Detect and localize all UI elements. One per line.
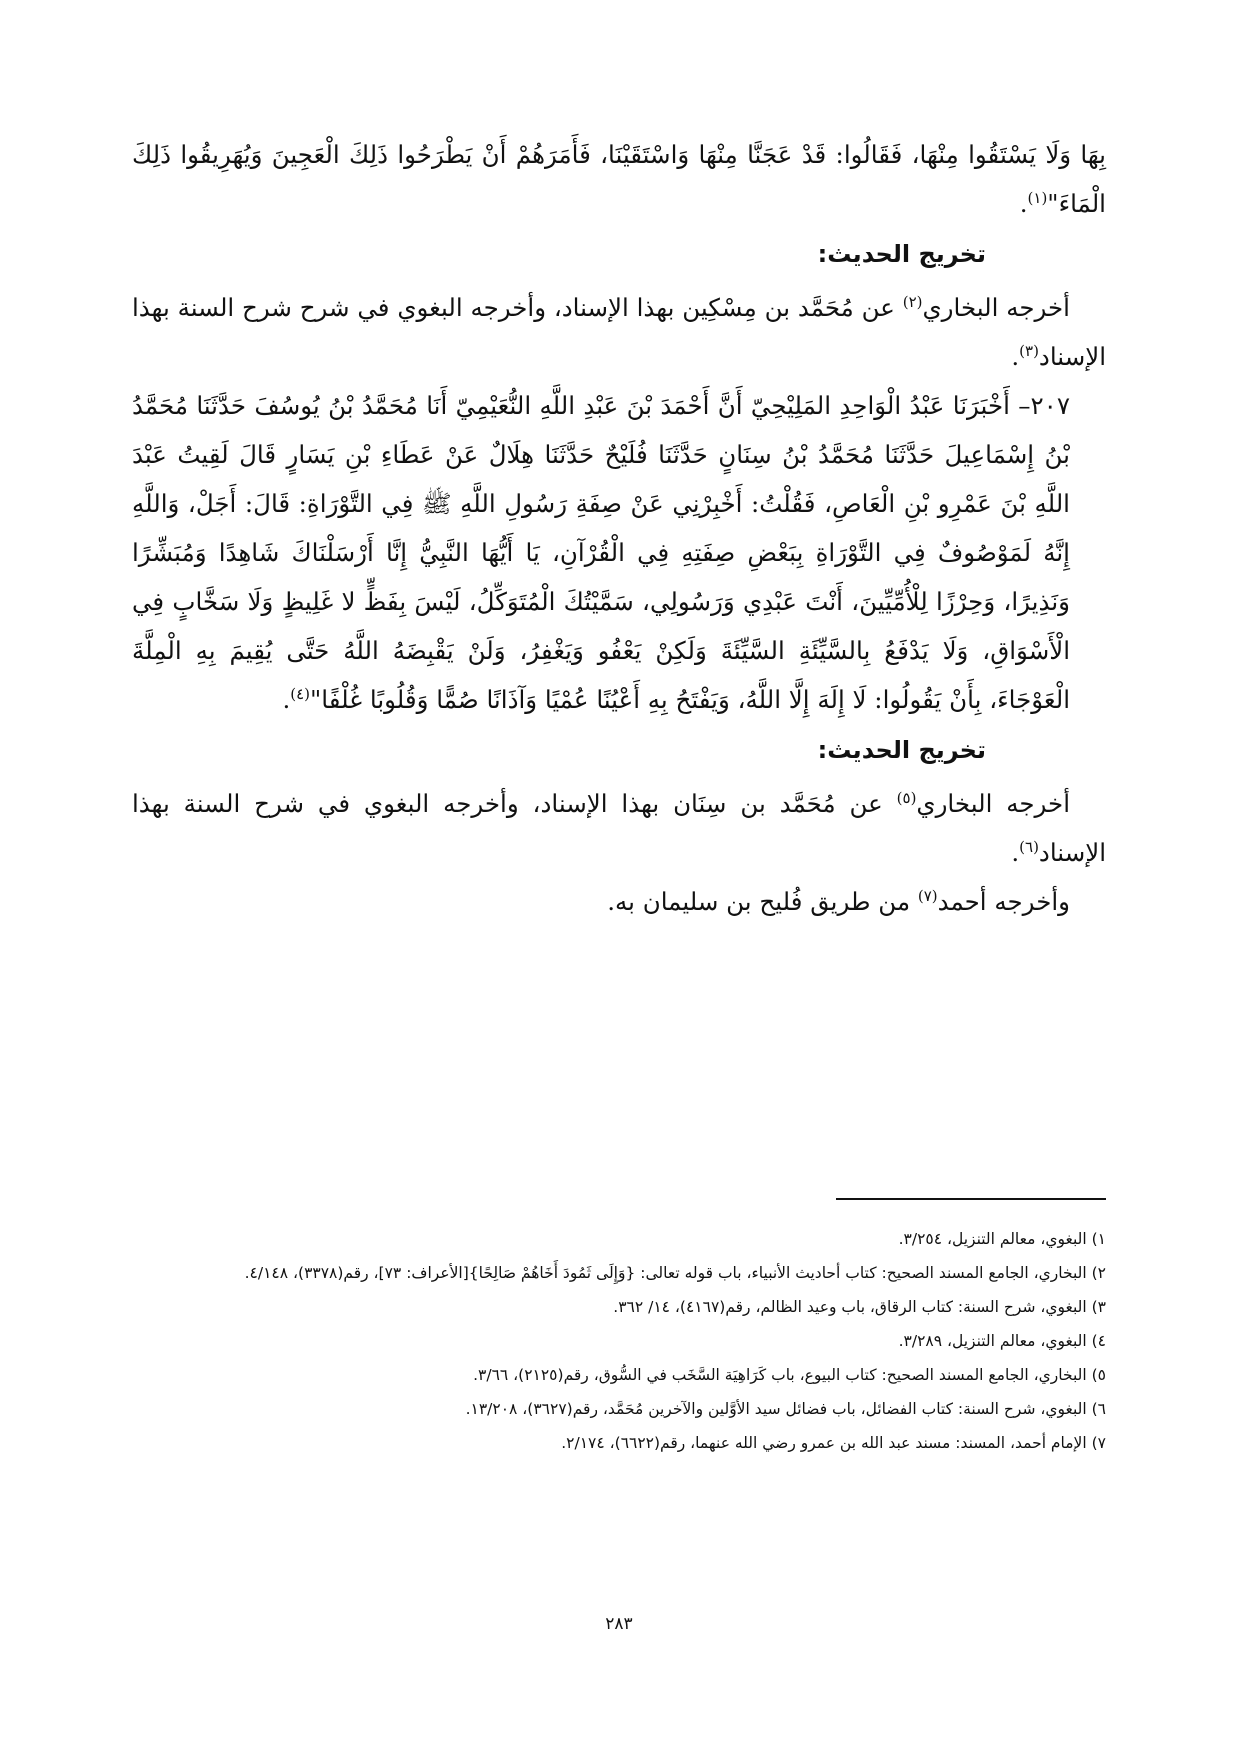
footnote-ref-2: (٢) (902, 292, 923, 311)
footnote-item: ٢) البخاري، الجامع المسند الصحيح: كتاب أحاديث الأنبياء، باب قوله تعالى: {وَإِلَى ثَمُودَ أَخَاهُمْ صَالِحًا}[الأعراف: ٧٣]، رقم(٣٣٧٨)، ٤/١٤٨. (244, 1264, 1106, 1282)
footnote-ref-4: (٤) (290, 684, 311, 703)
footnote-item: ١) البغوي، معالم التنزيل، ٣/٢٥٤. (898, 1230, 1106, 1248)
footnote-item: ٤) البغوي، معالم التنزيل، ٣/٢٨٩. (898, 1332, 1106, 1350)
hadith-number: ٢٠٧– (1018, 391, 1070, 420)
takhrij-paragraph-2: أخرجه البخاري$^{(٥)}$ عن مُحَمَّد بن سِنَان بهذا الإسناد، وأخرجه البغوي في شرح السنة بهذا الإسناد$^{(٦)}$. (132, 788, 1106, 867)
hadith-continuation-paragraph: بِهَا وَلَا يَسْتَقُوا مِنْهَا، فَقَالُوا: قَدْ عَجَنَّا مِنْهَا وَاسْتَقَيْنَا، فَأَمَرَهُمْ أَنْ يَطْرَحُوا ذَلِكَ الْعَجِينَ وَيُهَرِيقُوا ذَلِكَ الْمَاءَ"$^{(١)}$. (132, 140, 1106, 218)
footnote-ref-7: (٧) (917, 886, 938, 905)
main-text-body (132, 130, 1106, 926)
document-page (132, 0, 1106, 1754)
takhrij-2-text-a: أخرجه البخاري (916, 789, 1070, 818)
takhrij-1-text-a: أخرجه البخاري (922, 293, 1070, 322)
takhrij-2-text-b: عن مُحَمَّد بن سِنَان بهذا الإسناد، وأخرجه البغوي في شرح السنة بهذا الإسناد (132, 789, 1106, 867)
takhrij-paragraph-3 (132, 877, 1106, 926)
takhrij-paragraph-1: أخرجه البخاري$^{(٢)}$ عن مُحَمَّد بن مِسْكِين بهذا الإسناد، وأخرجه البغوي في شرح شرح السنة بهذا الإسناد$^{(٣)}$. (132, 292, 1106, 371)
footnote-ref-5: (٥) (896, 788, 917, 807)
section-heading-takhrij-1: تخريج الحديث: (817, 240, 986, 268)
takhrij-1-text-b: عن مُحَمَّد بن مِسْكِين بهذا الإسناد، وأخرجه البغوي في شرح شرح السنة بهذا الإسناد (132, 293, 1106, 371)
footnote-ref-1: (١) (1027, 188, 1048, 207)
takhrij-3-text-a: وأخرجه أحمد (937, 887, 1070, 916)
section-heading-takhrij-2: تخريج الحديث: (817, 736, 986, 764)
footnote-ref-3: (٣) (1019, 341, 1039, 360)
hadith-continuation-text: بِهَا وَلَا يَسْتَقُوا مِنْهَا، فَقَالُوا: قَدْ عَجَنَّا مِنْهَا وَاسْتَقَيْنَا، فَأَمَرَهُمْ أَنْ يَطْرَحُوا ذَلِكَ الْعَجِينَ وَيُهَرِيقُوا ذَلِكَ الْمَاءَ" (132, 140, 1106, 218)
footnote-item: ٥) البخاري، الجامع المسند الصحيح: كتاب البيوع، باب كَرَاهِيَة السَّخَب في السُّوق، رقم(٢١٢٥)، ٣/٦٦. (473, 1366, 1106, 1384)
takhrij-3-text-b: من طريق فُليح بن سليمان به. (607, 887, 918, 916)
footnote-ref-6: (٦) (1019, 837, 1039, 856)
hadith-207-text: أَخْبَرَنَا عَبْدُ الْوَاحِدِ المَلِيْحِيّ أَنَّ أَحْمَدَ بْنَ عَبْدِ اللَّهِ النُّعَيْمِيّ أَنَا مُحَمَّدُ بْنُ يُوسُفَ حَدَّثَنَا مُحَمَّدُ بْنُ إِسْمَاعِيلَ حَدَّثَنَا مُحَمَّدُ بْنُ سِنَانٍ حَدَّثَنَا فُلَيْحٌ حَدَّثَنَا هِلَالٌ عَنْ عَطَاءِ بْنِ يَسَارٍ قَالَ لَقِيتُ عَبْدَ اللَّهِ بْنَ عَمْرِو بْنِ الْعَاصِ، فَقُلْتُ: أَخْبِرْنِي عَنْ صِفَةِ رَسُولِ اللَّهِ ﷺ فِي التَّوْرَاةِ: قَالَ: أَجَلْ، وَاللَّهِ إِنَّهُ لَمَوْصُوفٌ فِي التَّوْرَاةِ بِبَعْضِ صِفَتِهِ فِي الْقُرْآنِ، يَا أَيُّهَا النَّبِيُّ إِنَّا أَرْسَلْنَاكَ شَاهِدًا وَمُبَشِّرًا وَنَذِيرًا، وَحِرْزًا لِلْأُمِّيِّينَ، أَنْتَ عَبْدِي وَرَسُولِي، سَمَّيْتُكَ الْمُتَوَكِّلُ، لَيْسَ بِفَظٍّ لا غَلِيظٍ وَلَا سَخَّابٍ فِي الْأَسْوَاقِ، وَلَا يَدْفَعُ بِالسَّيِّئَةِ السَّيِّئَةَ وَلَكِنْ يَعْفُو وَيَغْفِرُ، وَلَنْ يَقْبِضَهُ اللَّهُ حَتَّى يُقِيمَ بِهِ الْمِلَّةَ الْعَوْجَاءَ، بِأَنْ يَقُولُوا: لَا إِلَهَ إِلَّا اللَّهُ، وَيَفْتَحُ بِهِ أَعْيُنًا عُمْيًا وَآذَانًا صُمًّا وَقُلُوبًا غُلْفًا" (132, 391, 1070, 714)
hadith-207-paragraph: ٢٠٧– أَخْبَرَنَا عَبْدُ الْوَاحِدِ المَلِيْحِيّ أَنَّ أَحْمَدَ بْنَ عَبْدِ اللَّهِ النُّعَيْمِيّ أَنَا مُحَمَّدُ بْنُ يُوسُفَ حَدَّثَنَا مُحَمَّدُ بْنُ إِسْمَاعِيلَ حَدَّثَنَا مُحَمَّدُ بْنُ سِنَانٍ حَدَّثَنَا فُلَيْحٌ حَدَّثَنَا هِلَالٌ عَنْ عَطَاءِ بْنِ يَسَارٍ قَالَ لَقِيتُ عَبْدَ اللَّهِ بْنَ عَمْرِو بْنِ الْعَاصِ، فَقُلْتُ: أَخْبِرْنِي عَنْ صِفَةِ رَسُولِ اللَّهِ ﷺ فِي التَّوْرَاةِ: قَالَ: أَجَلْ، وَاللَّهِ إِنَّهُ لَمَوْصُوفٌ فِي التَّوْرَاةِ بِبَعْضِ صِفَتِهِ فِي الْقُرْآنِ، يَا أَيُّهَا النَّبِيُّ إِنَّا أَرْسَلْنَاكَ شَاهِدًا وَمُبَشِّرًا وَنَذِيرًا، وَحِرْزًا لِلْأُمِّيِّينَ، أَنْتَ عَبْدِي وَرَسُولِي، سَمَّيْتُكَ الْمُتَوَكِّلُ، لَيْسَ بِفَظٍّ لا غَلِيظٍ وَلَا سَخَّابٍ فِي الْأَسْوَاقِ، وَلَا يَدْفَعُ بِالسَّيِّئَةِ السَّيِّئَةَ وَلَكِنْ يَعْفُو وَيَغْفِرُ، وَلَنْ يَقْبِضَهُ اللَّهُ حَتَّى يُقِيمَ بِهِ الْمِلَّةَ الْعَوْجَاءَ، بِأَنْ يَقُولُوا: لَا إِلَهَ إِلَّا اللَّهُ، وَيَفْتَحُ بِهِ أَعْيُنًا عُمْيًا وَآذَانًا صُمًّا وَقُلُوبًا غُلْفًا"$^{(٤)}$. (132, 391, 1070, 714)
footnote-separator (836, 1198, 1106, 1200)
footnote-item: ٣) البغوي، شرح السنة: كتاب الرقاق، باب وعيد الظالم، رقم(٤١٦٧)، ١٤/ ٣٦٢. (613, 1298, 1106, 1316)
footnote-item: ٧) الإمام أحمد، المسند: مسند عبد الله بن عمرو رضي الله عنهما، رقم(٦٦٢٢)، ٢/١٧٤. (561, 1434, 1106, 1452)
page-number: ٢٨٣ (605, 1614, 633, 1634)
footnote-item: ٦) البغوي، شرح السنة: كتاب الفضائل، باب فضائل سيد الأوَّلين والآخرين مُحَمَّد، رقم(٣٦٢٧)، ١٣/٢٠٨. (465, 1400, 1106, 1418)
footnotes-list (132, 1222, 1106, 1460)
